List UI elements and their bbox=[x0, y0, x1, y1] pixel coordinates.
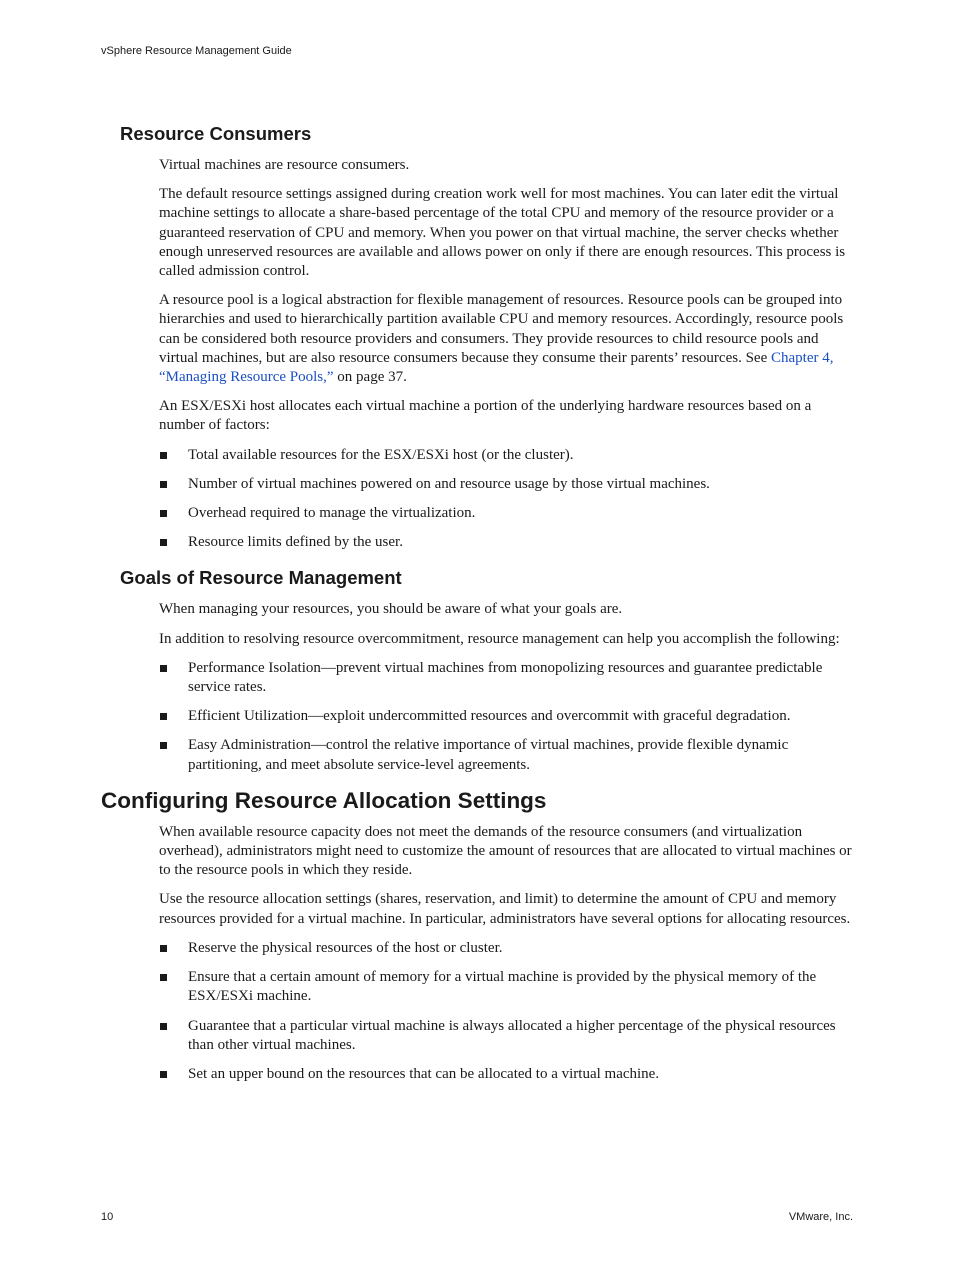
paragraph: An ESX/ESXi host allocates each virtual machine a portion of the underlying hardware resources based on a number of factors: bbox=[159, 398, 812, 434]
list-item-text: Easy Administration—control the relative importance of virtual machines, provide flexible dynamic partitioning, and meet absolute service-level agreements. bbox=[188, 737, 789, 773]
heading-resource-consumers: Resource Consumers bbox=[120, 123, 312, 144]
heading-goals: Goals of Resource Management bbox=[120, 567, 402, 589]
list-item-text: Total available resources for the ESX/ESXi host (or the cluster). bbox=[188, 446, 574, 463]
bullet-list bbox=[159, 939, 854, 1084]
square-bullet-icon bbox=[160, 510, 167, 517]
list-item bbox=[159, 736, 854, 774]
list-item-text: Performance Isolation—prevent virtual machines from monopolizing resources and guarantee predictable service rates. bbox=[188, 659, 823, 696]
square-bullet-icon bbox=[160, 1023, 167, 1030]
bullet-list bbox=[159, 659, 854, 775]
list-item bbox=[159, 1065, 854, 1084]
list-item-text: Guarantee that a particular virtual machine is always allocated a higher percentage of the physical resources than other virtual machines. bbox=[188, 1017, 836, 1053]
paragraph: In addition to resolving resource overcommitment, resource management can help you accomplish the following: bbox=[159, 630, 840, 647]
section-goals bbox=[101, 566, 854, 774]
paragraph-with-xref bbox=[159, 291, 854, 387]
square-bullet-icon bbox=[160, 974, 167, 981]
page-number: 10 bbox=[101, 1211, 114, 1223]
paragraph: The default resource settings assigned during creation work well for most machines. You can later edit the virtual machine settings to allocate a share-based percentage of the total CPU and memory of the resource provider or a guaranteed reservation of CPU and memory. When you power on that virtual machine, the server checks whether enough unreserved resources are available and allows power on only if there are enough resources. This process is called admission control. bbox=[159, 186, 846, 280]
list-item-text: Ensure that a certain amount of memory for a virtual machine is provided by the physical memory of the ESX/ESXi machine. bbox=[188, 969, 817, 1005]
square-bullet-icon bbox=[160, 452, 167, 459]
list-item bbox=[159, 446, 854, 465]
list-item-text: Set an upper bound on the resources that can be allocated to a virtual machine. bbox=[188, 1065, 660, 1082]
bullet-list bbox=[159, 446, 854, 553]
square-bullet-icon bbox=[160, 742, 167, 749]
paragraph-text: on page 37. bbox=[333, 369, 407, 386]
square-bullet-icon bbox=[160, 539, 167, 546]
paragraph-text: A resource pool is a logical abstraction for flexible management of resources. Resource pools can be grouped into hierarchies and used to hierarchically partition available CPU and memory resources. Accordingly, resource pools can be considered both resource providers and consumers. They provide resources to child resource pools and virtual machines, but are also resource consumers because they consume their parents’ resources. See bbox=[159, 292, 844, 366]
list-item-text: Overhead required to manage the virtualization. bbox=[188, 505, 476, 522]
square-bullet-icon bbox=[160, 945, 167, 952]
running-header: vSphere Resource Management Guide bbox=[101, 45, 292, 57]
square-bullet-icon bbox=[160, 481, 167, 488]
list-item bbox=[159, 968, 854, 1006]
list-item-text: Efficient Utilization—exploit undercommitted resources and overcommit with graceful degradation. bbox=[188, 708, 791, 725]
list-item bbox=[159, 659, 854, 697]
list-item-text: Number of virtual machines powered on and resource usage by those virtual machines. bbox=[188, 475, 710, 492]
paragraph: Virtual machines are resource consumers. bbox=[159, 157, 410, 173]
section-resource-consumers bbox=[101, 122, 854, 552]
square-bullet-icon bbox=[160, 713, 167, 720]
paragraph: Use the resource allocation settings (shares, reservation, and limit) to determine the amount of CPU and memory resources provided for a virtual machine. In particular, administrators have several options for allocating resources. bbox=[159, 891, 851, 927]
list-item bbox=[159, 504, 854, 523]
heading-configuring: Configuring Resource Allocation Settings bbox=[101, 787, 547, 813]
paragraph: When available resource capacity does not meet the demands of the resource consumers (and virtualization overhead), administrators might need to customize the amount of resources that are allocated to virtual machines or to the resource pools in which they reside. bbox=[159, 823, 852, 879]
chapter-4-link[interactable]: Chapter 4, “Managing Resource Pools,” bbox=[159, 349, 834, 386]
list-item bbox=[159, 707, 854, 726]
page-content bbox=[101, 122, 854, 1094]
list-item bbox=[159, 533, 854, 552]
section-configuring bbox=[101, 787, 854, 1084]
list-item bbox=[159, 475, 854, 494]
list-item-text: Reserve the physical resources of the host or cluster. bbox=[188, 939, 503, 956]
list-item bbox=[159, 939, 854, 958]
footer-company: VMware, Inc. bbox=[788, 1211, 853, 1223]
paragraph: When managing your resources, you should be aware of what your goals are. bbox=[159, 601, 623, 618]
list-item bbox=[159, 1017, 854, 1055]
square-bullet-icon bbox=[160, 1071, 167, 1078]
square-bullet-icon bbox=[160, 665, 167, 672]
list-item-text: Resource limits defined by the user. bbox=[188, 534, 403, 551]
